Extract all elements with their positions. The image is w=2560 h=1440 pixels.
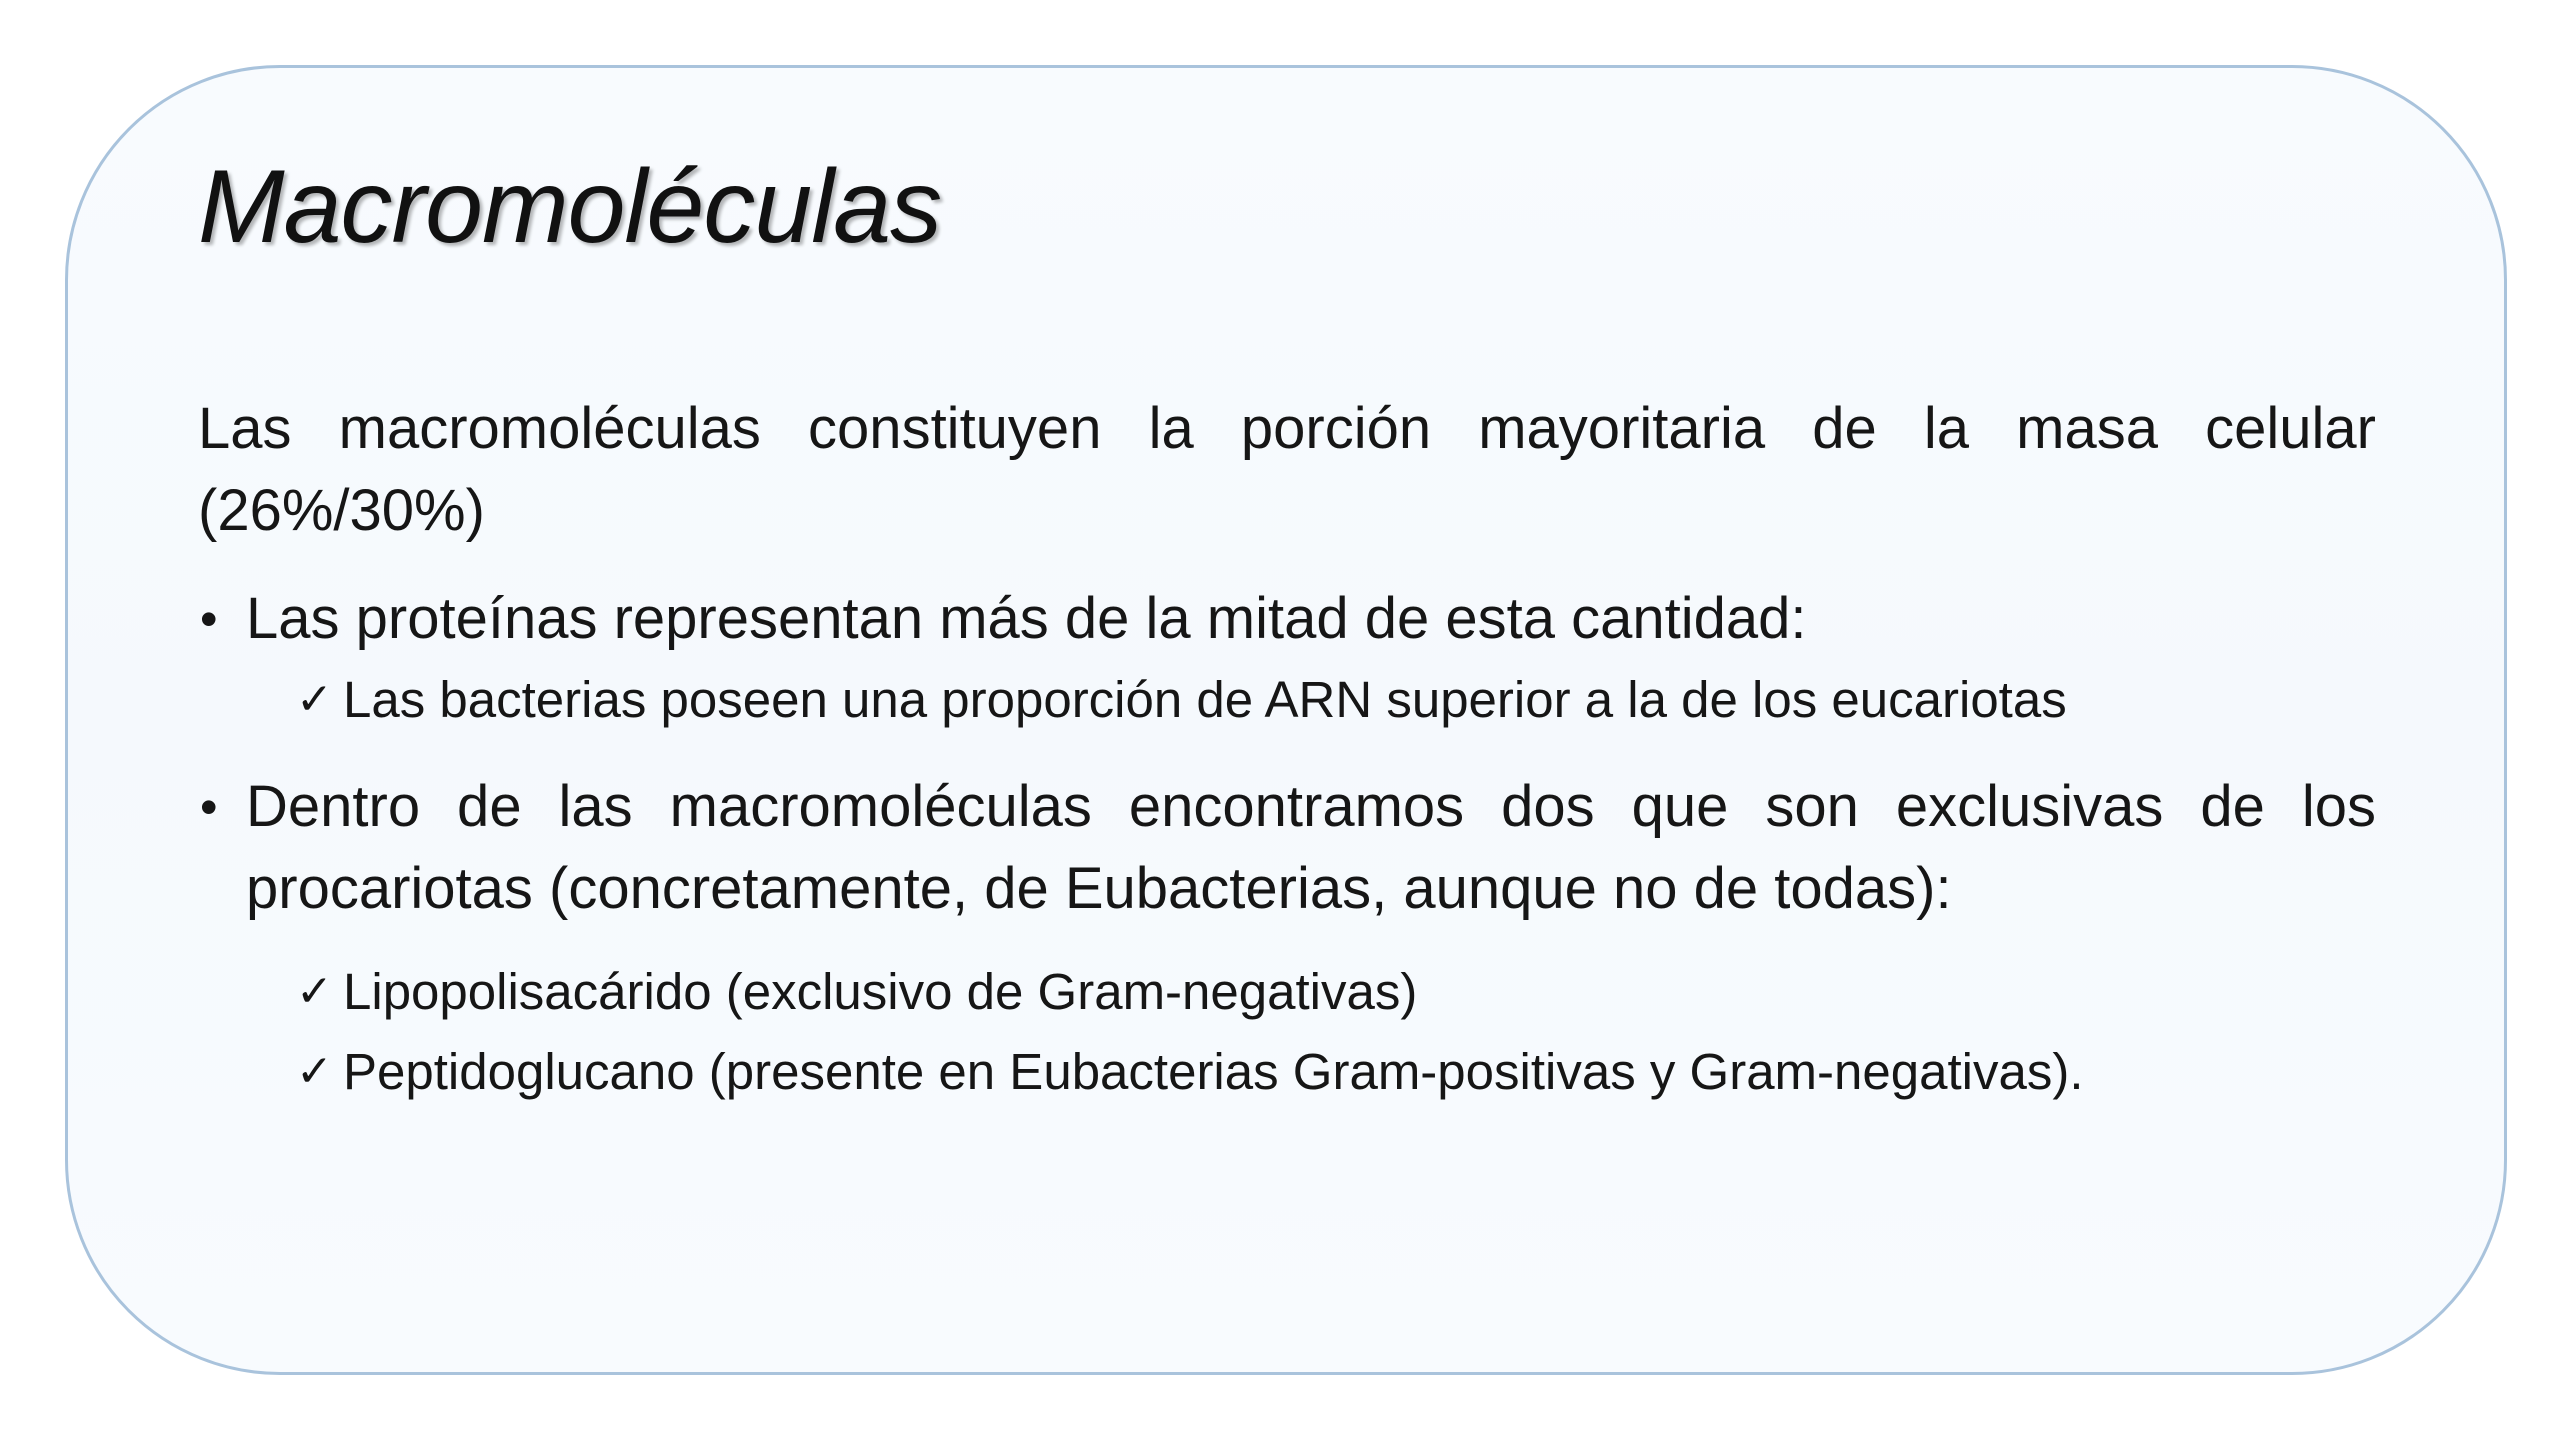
checkmark-icon: ✓ [296, 966, 333, 1017]
subitem-text: Las bacterias poseen una proporción de ARN superior a la de los eucariotas [343, 671, 2067, 728]
subitem-text: Lipopolisacárido (exclusivo de Gram-negativas) [343, 963, 1418, 1020]
bullet-item-proteins [198, 578, 2376, 660]
slide-body [198, 388, 2376, 1112]
bullet-item-exclusive-macromolecules [198, 766, 2376, 930]
subitem-text: Peptidoglucano (presente en Eubacterias Gram-positivas y Gram-negativas). [343, 1043, 2084, 1100]
bullet-dot-icon: • [200, 779, 218, 835]
intro-paragraph: Las macromoléculas constituyen la porción mayoritaria de la masa celular (26%/30%) [198, 396, 2376, 543]
subitem-lipopolysaccharide [198, 952, 2376, 1032]
subitem-peptidoglycan [198, 1032, 2376, 1112]
checkmark-icon: ✓ [296, 674, 333, 725]
slide-title: Macromoléculas [198, 149, 942, 265]
subitem-rna [198, 660, 2376, 740]
bullet-text: Dentro de las macromoléculas encontramos dos que son exclusivas de los procariotas (concretamente, de Eubacterias, aunque no de todas): [246, 774, 2376, 921]
bullet-dot-icon: • [200, 591, 218, 647]
bullet-text: Las proteínas representan más de la mitad de esta cantidad: [246, 586, 1807, 651]
checkmark-icon: ✓ [296, 1046, 333, 1097]
